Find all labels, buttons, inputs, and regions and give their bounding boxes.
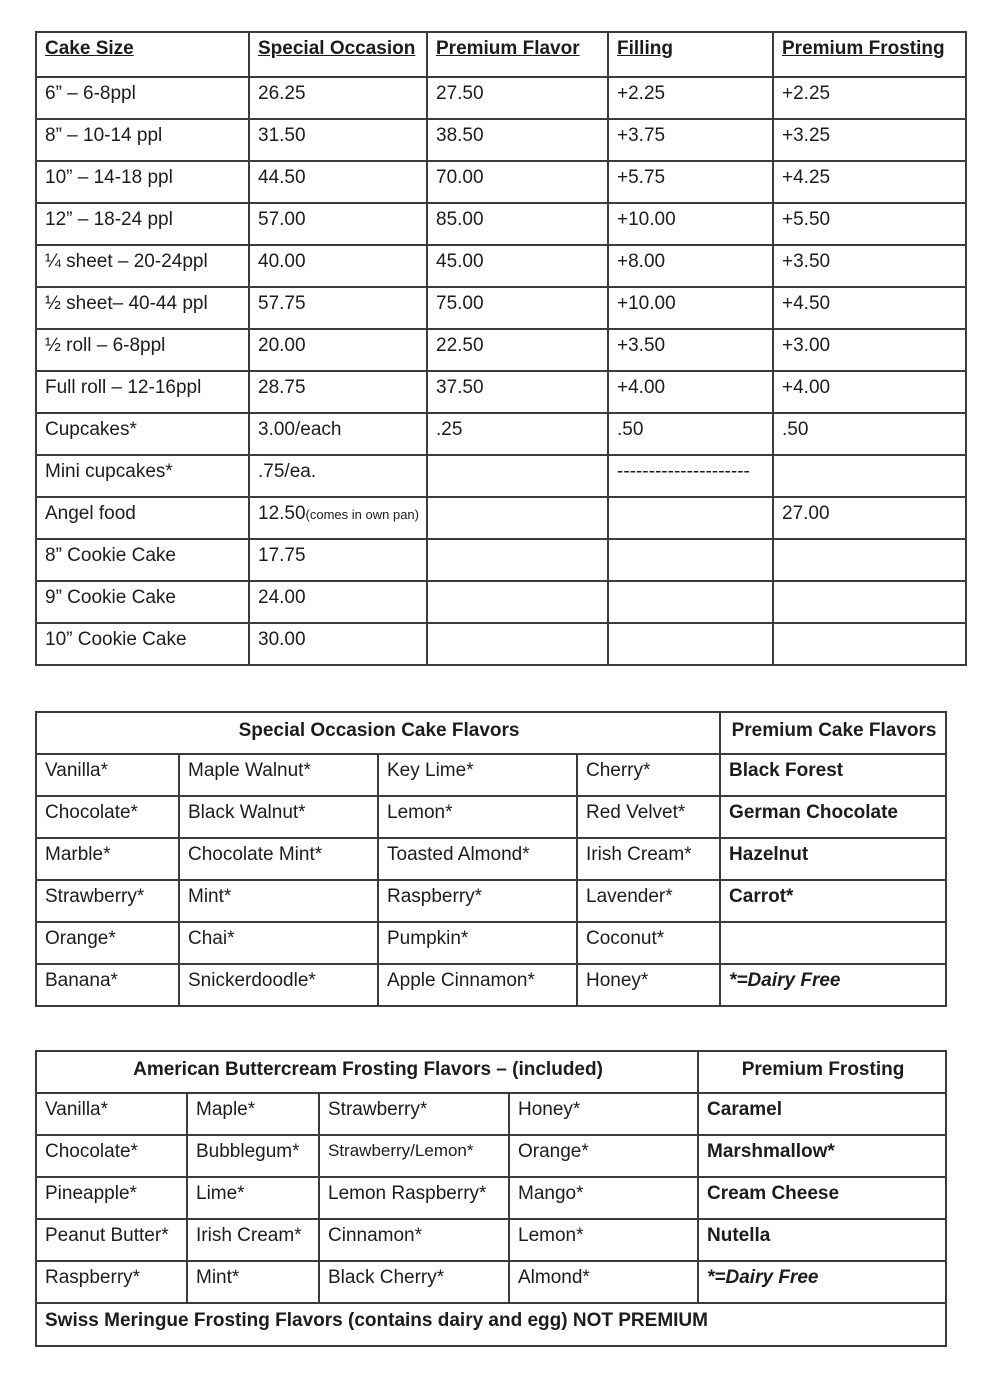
table-cell: 8” Cookie Cake [36, 539, 249, 581]
table-cell: +3.25 [773, 119, 966, 161]
table-cell: Orange* [36, 922, 179, 964]
table-row [36, 455, 966, 497]
table-cell: Chocolate Mint* [179, 838, 378, 880]
table-cell: 10” – 14-18 ppl [36, 161, 249, 203]
table-cell: +2.25 [773, 77, 966, 119]
table-cell: Full roll – 12-16ppl [36, 371, 249, 413]
table-cell: +4.50 [773, 287, 966, 329]
table-cell: Raspberry* [36, 1261, 187, 1303]
cell-note: (comes in own pan) [305, 507, 419, 522]
table-cell: .75/ea. [249, 455, 427, 497]
table-cell: 38.50 [427, 119, 608, 161]
table-cell [773, 623, 966, 665]
table-cell: +4.00 [608, 371, 773, 413]
column-header: Cake Size [36, 32, 249, 77]
table-cell: ½ roll – 6-8ppl [36, 329, 249, 371]
table-cell [608, 623, 773, 665]
table-cell: Lime* [187, 1177, 319, 1219]
table-cell: +4.00 [773, 371, 966, 413]
table-cell: Angel food [36, 497, 249, 539]
table-cell: 45.00 [427, 245, 608, 287]
table-cell: Toasted Almond* [378, 838, 577, 880]
table-cell: Honey* [577, 964, 720, 1006]
table-cell: Lemon* [509, 1219, 698, 1261]
table-cell: 22.50 [427, 329, 608, 371]
table-cell: .50 [608, 413, 773, 455]
table-row [36, 119, 966, 161]
table-cell [608, 497, 773, 539]
table-cell: Black Cherry* [319, 1261, 509, 1303]
column-header: Filling [608, 32, 773, 77]
table-cell: Strawberry* [319, 1093, 509, 1135]
cake-price-header-row [36, 32, 966, 77]
table-cell: 70.00 [427, 161, 608, 203]
table-row [36, 838, 946, 880]
table-cell: +3.00 [773, 329, 966, 371]
table-row [36, 1177, 946, 1219]
table-cell: Almond* [509, 1261, 698, 1303]
table-row [36, 245, 966, 287]
table-cell: 10” Cookie Cake [36, 623, 249, 665]
table-row [36, 880, 946, 922]
table-cell: 57.00 [249, 203, 427, 245]
table-row [36, 413, 966, 455]
table-cell: Lemon Raspberry* [319, 1177, 509, 1219]
table-cell: Apple Cinnamon* [378, 964, 577, 1006]
table-cell: Pineapple* [36, 1177, 187, 1219]
table-row [36, 964, 946, 1006]
swiss-meringue-note: Swiss Meringue Frosting Flavors (contains dairy and egg) NOT PREMIUM [36, 1303, 946, 1346]
table-cell [427, 623, 608, 665]
table-row [36, 796, 946, 838]
table-cell: Maple* [187, 1093, 319, 1135]
table-cell: Marshmallow* [698, 1135, 946, 1177]
table-cell [427, 539, 608, 581]
table-cell [608, 581, 773, 623]
table-cell: 44.50 [249, 161, 427, 203]
table-cell: +5.50 [773, 203, 966, 245]
table-cell: Cinnamon* [319, 1219, 509, 1261]
table-cell: Marble* [36, 838, 179, 880]
table-cell: Cream Cheese [698, 1177, 946, 1219]
table-cell: 85.00 [427, 203, 608, 245]
table-row [36, 287, 966, 329]
table-cell: 40.00 [249, 245, 427, 287]
table-cell: 6” – 6-8ppl [36, 77, 249, 119]
table-cell: 75.00 [427, 287, 608, 329]
table-cell: Mint* [179, 880, 378, 922]
table-cell: +8.00 [608, 245, 773, 287]
table-cell [773, 581, 966, 623]
table-cell: .50 [773, 413, 966, 455]
table-cell: +10.00 [608, 287, 773, 329]
table-row [36, 754, 946, 796]
table-cell: --------------------- [608, 455, 773, 497]
buttercream-frosting-header: American Buttercream Frosting Flavors – (included) [36, 1051, 698, 1093]
table-row [36, 581, 966, 623]
table-cell: Vanilla* [36, 754, 179, 796]
table-cell: +2.25 [608, 77, 773, 119]
table-cell: 12.50(comes in own pan) [249, 497, 427, 539]
table-cell [427, 455, 608, 497]
table-cell: Lemon* [378, 796, 577, 838]
table-cell: 27.50 [427, 77, 608, 119]
table-cell: 30.00 [249, 623, 427, 665]
table-row [36, 1219, 946, 1261]
table-cell: Irish Cream* [577, 838, 720, 880]
table-cell: Chai* [179, 922, 378, 964]
table-row [36, 539, 966, 581]
table-row [36, 77, 966, 119]
table-cell: Lavender* [577, 880, 720, 922]
table-row [36, 1093, 946, 1135]
premium-cake-flavors-header: Premium Cake Flavors [720, 712, 946, 754]
table-cell: Red Velvet* [577, 796, 720, 838]
premium-frosting-header: Premium Frosting [698, 1051, 946, 1093]
table-cell: ¼ sheet – 20-24ppl [36, 245, 249, 287]
table-cell: 57.75 [249, 287, 427, 329]
table-cell: Strawberry* [36, 880, 179, 922]
table-cell: +5.75 [608, 161, 773, 203]
table-cell: *=Dairy Free [720, 964, 946, 1006]
column-header: Special Occasion [249, 32, 427, 77]
table-cell: Maple Walnut* [179, 754, 378, 796]
table-cell: German Chocolate [720, 796, 946, 838]
table-cell: 8” – 10-14 ppl [36, 119, 249, 161]
table-cell: +3.75 [608, 119, 773, 161]
table-cell: Snickerdoodle* [179, 964, 378, 1006]
table-cell: 17.75 [249, 539, 427, 581]
table-cell: +10.00 [608, 203, 773, 245]
table-cell: Cherry* [577, 754, 720, 796]
table-cell: Orange* [509, 1135, 698, 1177]
table-cell [427, 497, 608, 539]
table-row [36, 623, 966, 665]
table-cell: 3.00/each [249, 413, 427, 455]
table-row [36, 371, 966, 413]
table-cell: Honey* [509, 1093, 698, 1135]
table-cell: Vanilla* [36, 1093, 187, 1135]
table-cell: Raspberry* [378, 880, 577, 922]
table-cell: Cupcakes* [36, 413, 249, 455]
cake-flavors-header-row [36, 712, 946, 754]
table-cell: Irish Cream* [187, 1219, 319, 1261]
cake-flavors-table [35, 711, 947, 1007]
table-cell [608, 539, 773, 581]
table-cell: Strawberry/Lemon* [319, 1135, 509, 1177]
table-cell: 31.50 [249, 119, 427, 161]
table-cell: Banana* [36, 964, 179, 1006]
table-row [36, 329, 966, 371]
table-cell: Bubblegum* [187, 1135, 319, 1177]
table-cell: 26.25 [249, 77, 427, 119]
table-cell: Pumpkin* [378, 922, 577, 964]
table-cell: +3.50 [608, 329, 773, 371]
special-occasion-flavors-header: Special Occasion Cake Flavors [36, 712, 720, 754]
table-cell: Coconut* [577, 922, 720, 964]
table-cell: Nutella [698, 1219, 946, 1261]
table-row [36, 1135, 946, 1177]
table-row [36, 1261, 946, 1303]
table-cell: Peanut Butter* [36, 1219, 187, 1261]
table-cell: Mint* [187, 1261, 319, 1303]
table-cell [720, 922, 946, 964]
table-cell: 9” Cookie Cake [36, 581, 249, 623]
table-cell: 37.50 [427, 371, 608, 413]
table-cell: Carrot* [720, 880, 946, 922]
table-cell: .25 [427, 413, 608, 455]
cake-price-table [35, 31, 967, 666]
table-cell: Black Walnut* [179, 796, 378, 838]
table-cell: *=Dairy Free [698, 1261, 946, 1303]
table-row [36, 161, 966, 203]
table-cell: 27.00 [773, 497, 966, 539]
table-cell: Mango* [509, 1177, 698, 1219]
table-cell: +4.25 [773, 161, 966, 203]
table-cell: ½ sheet– 40-44 ppl [36, 287, 249, 329]
frosting-flavors-header-row [36, 1051, 946, 1093]
table-row [36, 203, 966, 245]
table-cell: Mini cupcakes* [36, 455, 249, 497]
table-cell: Caramel [698, 1093, 946, 1135]
frosting-flavors-table [35, 1050, 947, 1347]
table-cell [427, 581, 608, 623]
table-row [36, 497, 966, 539]
table-cell: 24.00 [249, 581, 427, 623]
column-header: Premium Frosting [773, 32, 966, 77]
table-cell: Black Forest [720, 754, 946, 796]
column-header: Premium Flavor [427, 32, 608, 77]
table-cell [773, 539, 966, 581]
table-row [36, 922, 946, 964]
table-cell: Chocolate* [36, 796, 179, 838]
table-cell: +3.50 [773, 245, 966, 287]
table-cell: Hazelnut [720, 838, 946, 880]
table-cell: 28.75 [249, 371, 427, 413]
swiss-meringue-row [36, 1303, 946, 1346]
table-cell: 12” – 18-24 ppl [36, 203, 249, 245]
table-cell: 20.00 [249, 329, 427, 371]
table-cell: Key Lime* [378, 754, 577, 796]
table-cell: Chocolate* [36, 1135, 187, 1177]
table-cell [773, 455, 966, 497]
